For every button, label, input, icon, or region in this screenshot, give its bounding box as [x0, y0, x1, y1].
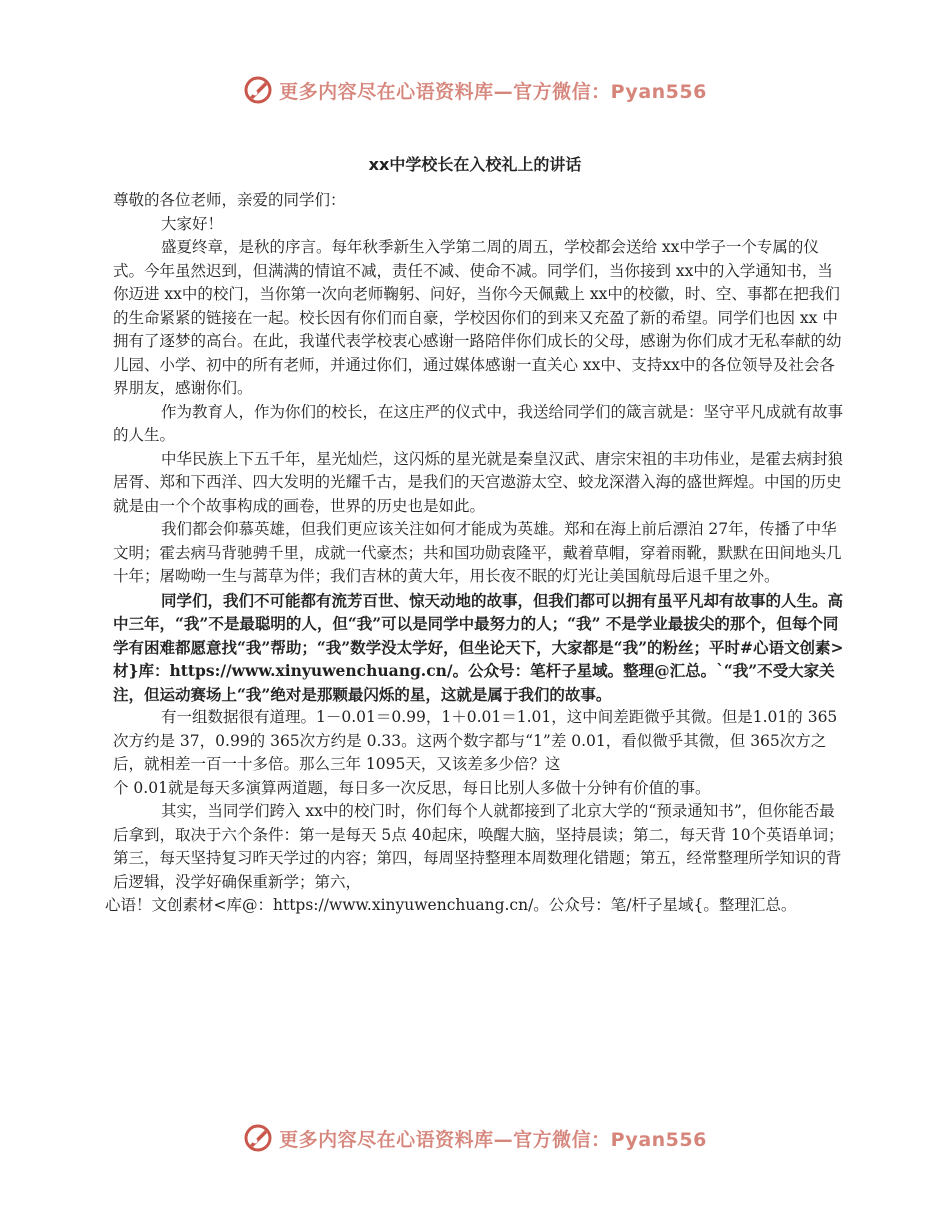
paragraph-bold: 同学们，我们不可能都有流芳百世、惊天动地的故事，但我们都可以拥有虽平凡却有故事的人生。高中三年，“我”不是最聪明的人，但“我”可以是同学中最努力的人；“我” 不是学业最拔尖的那个，但每个同学有困难都愿意找“我”帮助；“我”数学没太学好，但坐论天下，大家都是“我”的粉丝；平时#心语文创素>材}库：https://www.xinyuwenchuang.cn/。公众号：笔杆子星域。整理@汇总。`“我”不受大家关注，但运动赛场上“我”绝对是那颗最闪烁的星，这就是属于我们的故事。: [113, 590, 844, 704]
footer-banner-text: 更多内容尽在心语资料库—官方微信：Pyan556: [279, 1128, 707, 1151]
header-banner: [0, 70, 950, 110]
quill-seal-icon: [243, 1123, 273, 1153]
quill-seal-icon: [243, 75, 273, 105]
paragraph: 个 0.01就是每天多演算两道题，每日多一次反思，每日比别人多做十分钟有价值的事。: [113, 778, 711, 797]
document-body: [105, 189, 848, 918]
paragraph: 我们都会仰慕英雄，但我们更应该关注如何才能成为英雄。郑和在海上前后漂泊 27年，传播了中华文明；霍去病马背驰骋千里，成就一代豪杰；共和国功勋袁隆平，戴着草帽，穿着雨靴，默默在田间地头几十年；屠呦呦一生与蒿草为伴；我们吉林的黄大年，用长夜不眠的灯光让美国航母后退千里之外。: [113, 520, 842, 585]
paragraph: 大家好！: [161, 214, 224, 233]
salutation: 尊敬的各位老师，亲爱的同学们：: [113, 191, 346, 209]
document-title: xx中学校长在入校礼上的讲话: [368, 155, 582, 174]
header-banner-text: 更多内容尽在心语资料库—官方微信：Pyan556: [279, 80, 707, 103]
paragraph: 有一组数据很有道理。1－0.01＝0.99，1＋0.01＝1.01，这中间差距微乎其微。但是1.01的 365次方约是 37，0.99的 365次方约是 0.33。这两个数字都与“1”差 0.01，看似微乎其微，但 365次方之后，就相差一百一十多倍。那么三年 1095天，又该差多少倍？这: [113, 708, 838, 773]
paragraph: 其实，当同学们跨入 xx中的校门时，你们每个人就都接到了北京大学的“预录通知书”，但你能否最后拿到，取决于六个条件：第一是每天 5点 40起床，唤醒大脑，坚持晨读；第二，每天背 10个英语单词；第三，每天坚持复习昨天学过的内容；第四，每周坚持整理本周数理化错题；第五，经常整理所学知识的背后逻辑，没学好确保重新学；第六，: [113, 802, 844, 891]
watermark-text-line: 心语！文创素材<库@：https://www.xinyuwenchuang.cn/。公众号：笔/杆子星域{。整理汇总。: [105, 896, 797, 914]
paragraph: 中华民族上下五千年，星光灿烂，这闪烁的星光就是秦皇汉武、唐宗宋祖的丰功伟业，是霍去病封狼居胥、郑和下西洋、四大发明的光耀千古，是我们的天宫遨游太空、蛟龙深潜入海的盛世辉煌。中国的历史就是由一个个故事构成的画卷，世界的历史也是如此。: [113, 449, 844, 515]
paragraph: 作为教育人，作为你们的校长，在这庄严的仪式中，我送给同学们的箴言就是：坚守平凡成就有故事的人生。: [113, 402, 844, 444]
paragraph: 盛夏终章，是秋的序言。每年秋季新生入学第二周的周五，学校都会送给 xx中学子一个专属的仪式。今年虽然迟到，但满满的情谊不减，责任不减、使命不减。同学们，当你接到 xx中的入学通知书，当你迈进 xx中的校门，当你第一次向老师鞠躬、问好，当你今天佩戴上 xx中的校徽，时、空、事都在把我们的生命紧紧的链接在一起。校长因有你们而自豪，学校因你们的到来又充盈了新的希望。同学们也因 xx 中拥有了逐梦的高台。在此，我谨代表学校衷心感谢一路陪伴你们成长的父母，感谢为你们成才无私奉献的幼儿园、小学、初中的所有老师，并通过你们，通过媒体感谢一直关心 xx中、支持xx中的各位领导及社会各界朋友，感谢你们。: [113, 238, 842, 397]
footer-banner: [0, 1118, 950, 1158]
